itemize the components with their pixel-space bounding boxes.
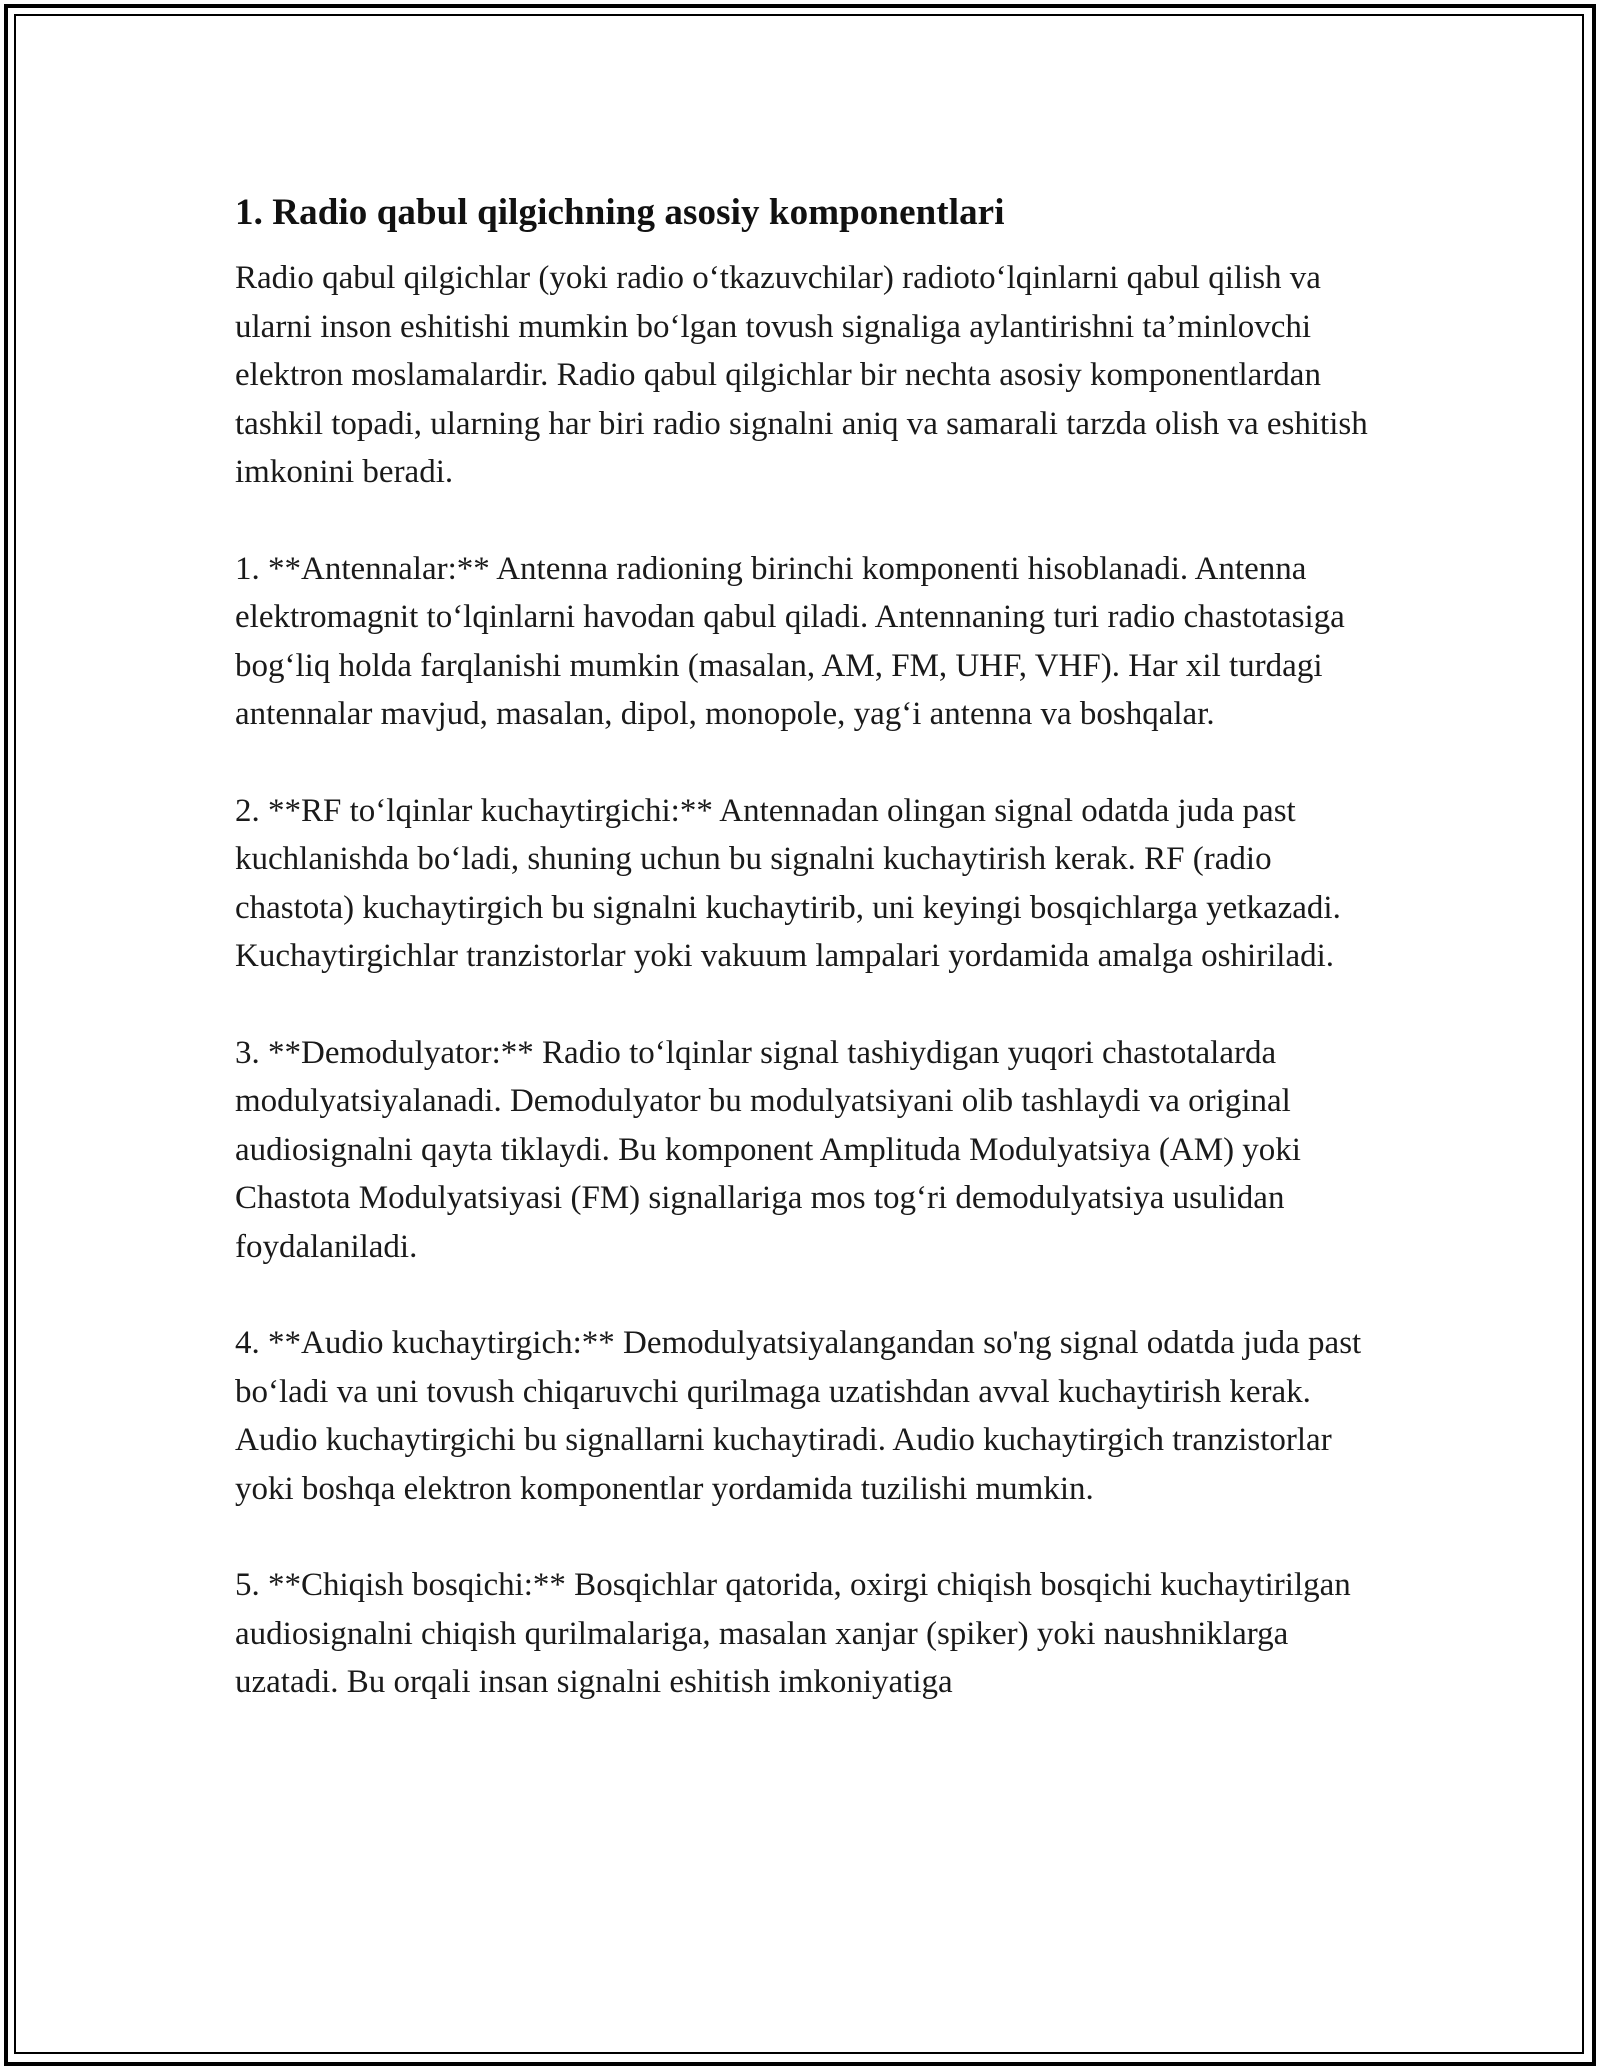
list-item-demodulator: 3. **Demodulyator:** Radio to‘lqinlar signal tashiydigan yuqori chastotalarda modulyatsiyalanadi. Demodulyator bu modulyatsiyani olib tashlaydi va original audiosignalni qayta tiklaydi. Bu komponent Amplituda Modulyatsiya (AM) yoki Chastota Modulyatsiyasi (FM) signallariga mos tog‘ri demodulyatsiya usulidan foydalaniladi. [235,1034,1301,1265]
document-body [235,188,1375,1755]
section-heading: 1. Radio qabul qilgichning asosiy komponentlari [235,192,1005,233]
list-item-audio-amplifier: 4. **Audio kuchaytirgich:** Demodulyatsiyalangandan so'ng signal odatda juda past bo‘ladi va uni tovush chiqaruvchi qurilmaga uzatishdan avval kuchaytirish kerak. Audio kuchaytirgichi bu signallarni kuchaytiradi. Audio kuchaytirgich tranzistorlar yoki boshqa elektron komponentlar yordamida tuzilishi mumkin. [235,1325,1362,1507]
list-item-output-stage: 5. **Chiqish bosqichi:** Bosqichlar qatorida, oxirgi chiqish bosqichi kuchaytirilgan audiosignalni chiqish qurilmalariga, masalan xanjar (spiker) yoki naushniklarga uzatadi. Bu orqali insan signalni eshitish imkoniyatiga [235,1567,1351,1700]
list-item-rf-amplifier: 2. **RF to‘lqinlar kuchaytirgichi:** Antennadan olingan signal odatda juda past kuchlanishda bo‘ladi, shuning uchun bu signalni kuchaytirish kerak. RF (radio chastota) kuchaytirgich bu signalni kuchaytirib, uni keyingi bosqichlarga yetkazadi. Kuchaytirgichlar tranzistorlar yoki vakuum lampalari yordamida amalga oshiriladi. [235,792,1341,974]
list-item-antennas: 1. **Antennalar:** Antenna radioning birinchi komponenti hisoblanadi. Antenna elektromagnit to‘lqinlarni havodan qabul qiladi. Antennaning turi radio chastotasiga bog‘liq holda farqlanishi mumkin (masalan, AM, FM, UHF, VHF). Har xil turdagi antennalar mavjud, masalan, dipol, monopole, yag‘i antenna va boshqalar. [235,550,1345,732]
intro-paragraph: Radio qabul qilgichlar (yoki radio o‘tkazuvchilar) radioto‘lqinlarni qabul qilish va ularni inson eshitishi mumkin bo‘lgan tovush signaliga aylantirishni ta’minlovchi elektron moslamalardir. Radio qabul qilgichlar bir nechta asosiy komponentlardan tashkil topadi, ularning har biri radio signalni aniq va samarali tarzda olish va eshitish imkonini beradi. [235,260,1368,490]
